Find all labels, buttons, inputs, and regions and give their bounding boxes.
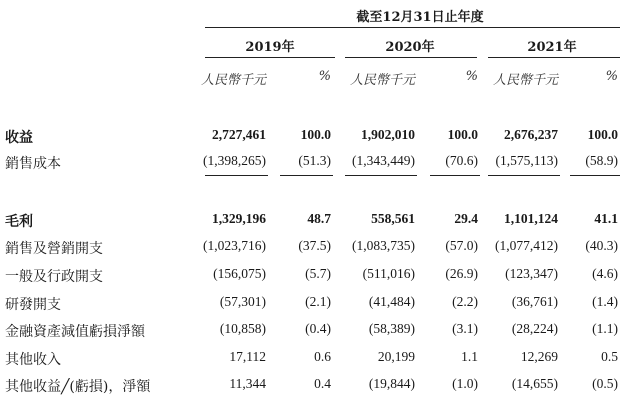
cell-value: (58.9) <box>585 153 618 168</box>
cell-value: (40.3) <box>585 238 618 253</box>
cell-value: (3.1) <box>452 321 478 336</box>
unit-amount-label: 人民幣千元 <box>492 73 558 88</box>
subtotal-rule <box>430 175 480 176</box>
unit-amount-label: 人民幣千元 <box>200 73 266 88</box>
cell-value: 1,329,196 <box>212 211 266 226</box>
year-rule <box>488 57 620 58</box>
cell-value: (37.5) <box>298 238 331 253</box>
cell-value: 29.4 <box>454 211 478 226</box>
cell-value: (51.3) <box>298 153 331 168</box>
cell-value: (28,224) <box>511 321 558 336</box>
cell-value: (19,844) <box>368 376 415 391</box>
cell-value: 1,902,010 <box>361 127 415 142</box>
cell-value: (0.5) <box>592 376 618 391</box>
cell-value: 41.1 <box>594 211 618 226</box>
cell-value: 20,199 <box>377 349 415 364</box>
cell-value: (1,398,265) <box>203 153 266 168</box>
subtotal-rule <box>570 175 620 176</box>
period-rule <box>205 27 620 28</box>
row-label: 毛利 <box>5 214 33 230</box>
cell-value: 2,727,461 <box>212 127 266 142</box>
cell-value: (1,343,449) <box>352 153 415 168</box>
row-label: 研發開支 <box>5 297 61 313</box>
year-header: 2021年 <box>527 40 577 55</box>
row-label: 收益 <box>5 130 33 146</box>
period-title: 截至12月31日止年度 <box>356 10 484 25</box>
cell-value: 100.0 <box>447 127 478 142</box>
cell-value: (0.4) <box>305 321 331 336</box>
cell-value: (2.2) <box>452 294 478 309</box>
cell-value: 0.4 <box>314 376 331 391</box>
cell-value: (5.7) <box>305 266 331 281</box>
row-label: 一般及行政開支 <box>5 269 103 285</box>
cell-value: (36,761) <box>511 294 558 309</box>
cell-value: (10,858) <box>219 321 266 336</box>
cell-value: (1.1) <box>592 321 618 336</box>
year-header: 2019年 <box>245 40 295 55</box>
cell-value: (26.9) <box>445 266 478 281</box>
unit-amount-label: 人民幣千元 <box>349 73 415 88</box>
year-rule <box>205 57 335 58</box>
cell-value: 100.0 <box>587 127 618 142</box>
cell-value: (41,484) <box>368 294 415 309</box>
cell-value: 11,344 <box>229 376 266 391</box>
cell-value: 12,269 <box>520 349 558 364</box>
year-header: 2020年 <box>385 40 435 55</box>
cell-value: 2,676,237 <box>504 127 558 142</box>
subtotal-rule <box>280 175 333 176</box>
cell-value: 17,112 <box>229 349 266 364</box>
row-label: 金融資產減值虧損淨額 <box>5 324 145 340</box>
unit-percent-label: % <box>318 69 331 84</box>
subtotal-rule <box>345 175 417 176</box>
cell-value: (511,016) <box>362 266 415 281</box>
row-label: 其他收益╱(虧損)，淨額 <box>5 379 151 395</box>
cell-value: (1.0) <box>452 376 478 391</box>
cell-value: 100.0 <box>300 127 331 142</box>
cell-value: 558,561 <box>371 211 415 226</box>
cell-value: (4.6) <box>592 266 618 281</box>
cell-value: (123,347) <box>505 266 558 281</box>
cell-value: (57.0) <box>445 238 478 253</box>
cell-value: 48.7 <box>307 211 331 226</box>
cell-value: (57,301) <box>219 294 266 309</box>
cell-value: 0.5 <box>601 349 618 364</box>
cell-value: (1.4) <box>592 294 618 309</box>
cell-value: (1,575,113) <box>495 153 558 168</box>
year-rule <box>345 57 477 58</box>
cell-value: (2.1) <box>305 294 331 309</box>
cell-value: (58,389) <box>368 321 415 336</box>
cell-value: (1,077,412) <box>495 238 558 253</box>
row-label: 其他收入 <box>5 352 61 368</box>
cell-value: 1.1 <box>461 349 478 364</box>
cell-value: (1,023,716) <box>203 238 266 253</box>
cell-value: (70.6) <box>445 153 478 168</box>
cell-value: 1,101,124 <box>504 211 558 226</box>
unit-percent-label: % <box>465 69 478 84</box>
cell-value: (1,083,735) <box>352 238 415 253</box>
subtotal-rule <box>205 175 268 176</box>
cell-value: (14,655) <box>511 376 558 391</box>
subtotal-rule <box>488 175 560 176</box>
cell-value: 0.6 <box>314 349 331 364</box>
unit-percent-label: % <box>605 69 618 84</box>
row-label: 銷售成本 <box>5 156 61 172</box>
cell-value: (156,075) <box>213 266 266 281</box>
row-label: 銷售及營銷開支 <box>5 241 103 257</box>
